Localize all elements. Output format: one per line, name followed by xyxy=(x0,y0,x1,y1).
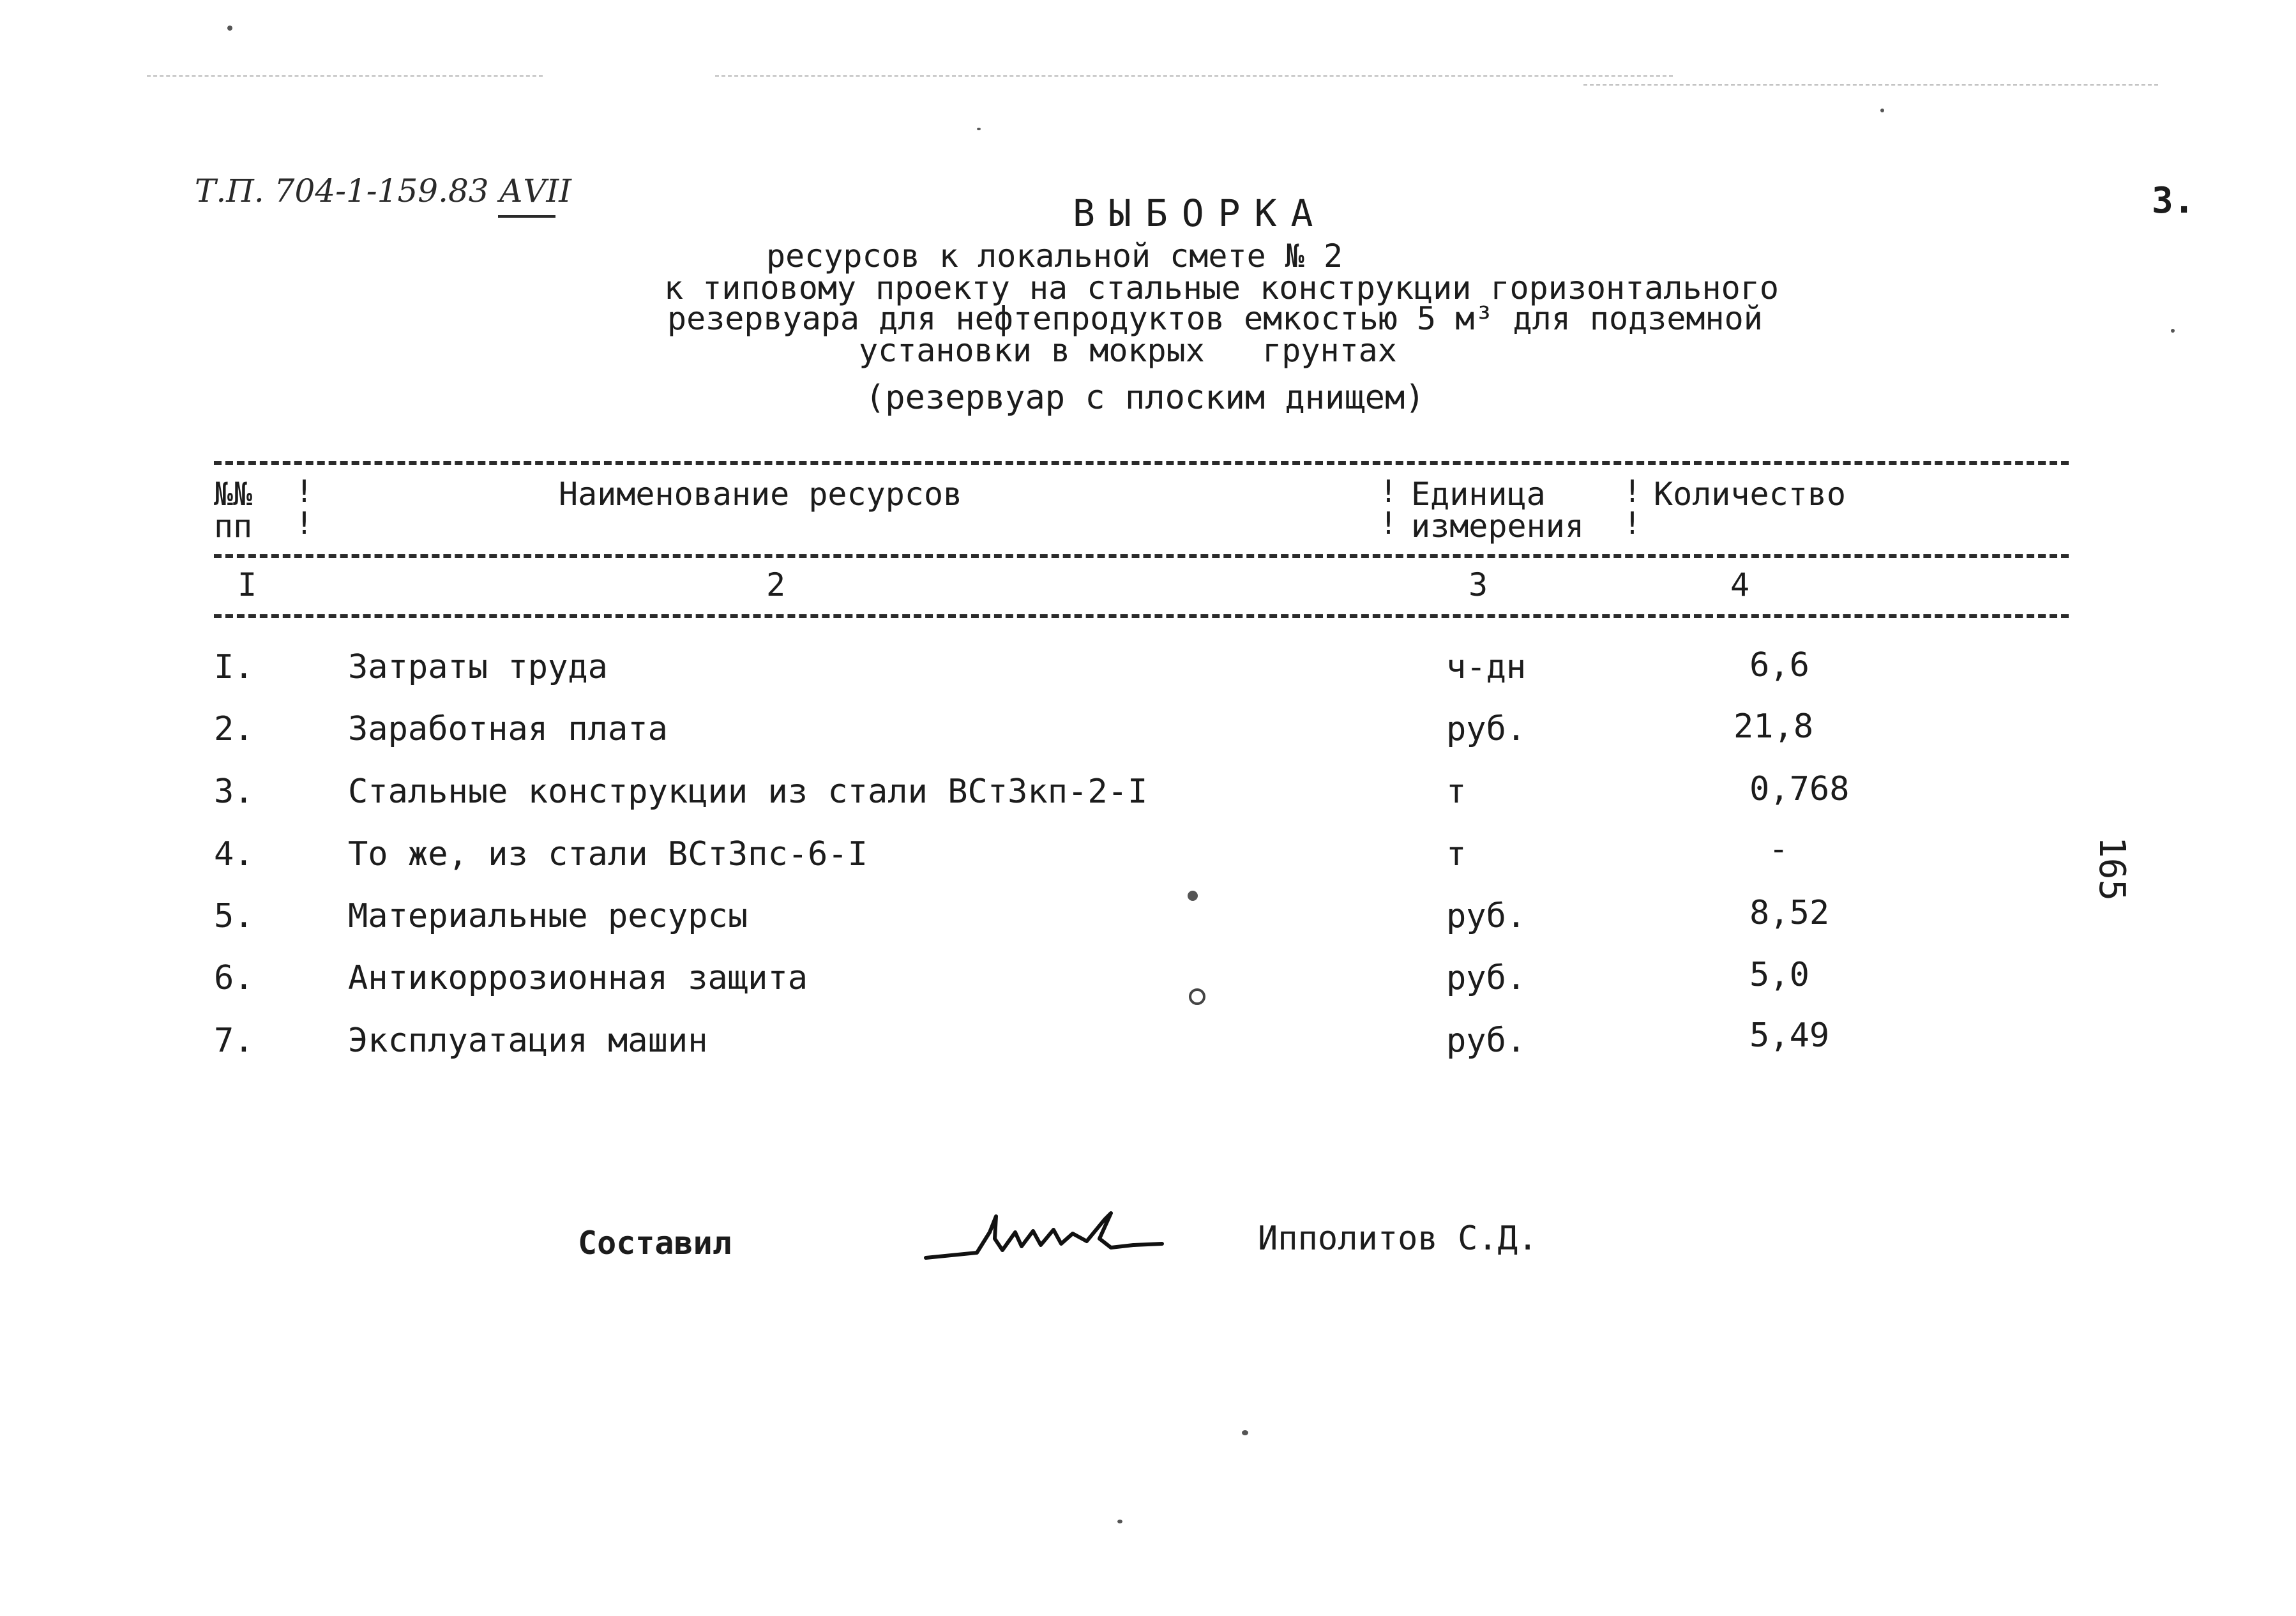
scan-speck xyxy=(1189,988,1205,1005)
scan-speck xyxy=(977,128,981,130)
row-quantity: 5,0 xyxy=(1749,956,1809,994)
header-unit-line-1: Единица xyxy=(1411,476,1546,513)
column-separator: ! xyxy=(1379,506,1398,541)
row-resource-name: Затраты труда xyxy=(348,648,608,686)
row-unit: т xyxy=(1446,835,1467,873)
row-unit: т xyxy=(1446,773,1467,811)
row-number: 2. xyxy=(214,710,254,748)
row-unit: руб. xyxy=(1446,1022,1527,1060)
subtitle-line-2: к типовому проекту на стальные конструкции горизонтального xyxy=(664,269,1779,306)
header-resource-name: Наименование ресурсов xyxy=(559,476,963,513)
header-quantity: Количество xyxy=(1654,476,1847,513)
row-resource-name: Материальные ресурсы xyxy=(348,897,748,935)
column-number-3: 3 xyxy=(1469,566,1488,603)
header-number-line-1: №№ xyxy=(214,476,253,513)
scan-artifact-line xyxy=(715,75,1673,77)
row-unit: руб. xyxy=(1446,959,1527,997)
column-separator: ! xyxy=(1623,506,1642,541)
row-resource-name: Эксплуатация машин xyxy=(348,1022,708,1060)
scan-speck xyxy=(1188,891,1198,901)
column-separator: ! xyxy=(1623,474,1642,510)
scan-artifact-line xyxy=(147,75,543,77)
scan-artifact-line xyxy=(1583,84,2158,86)
subtitle-line-4: установки в мокрых грунтах xyxy=(859,332,1397,369)
row-number: 7. xyxy=(214,1022,254,1060)
document-title: ВЫБОРКА xyxy=(1073,192,1327,235)
side-page-number: 165 xyxy=(2091,836,2133,902)
composed-by-label: Составил xyxy=(578,1225,732,1262)
page-number: 3. xyxy=(2152,180,2195,222)
scan-speck xyxy=(227,26,232,31)
row-number: 5. xyxy=(214,897,254,935)
row-number: 4. xyxy=(214,835,254,873)
header-number-line-2: пп xyxy=(214,508,253,545)
row-number: 6. xyxy=(214,959,254,997)
subtitle-line-3: резервуара для нефтепродуктов емкостью 5 м³ для подземной xyxy=(667,300,1763,337)
document-note: (резервуар с плоским днищем) xyxy=(865,379,1425,417)
row-resource-name: Заработная плата xyxy=(348,710,668,748)
column-separator: ! xyxy=(295,506,313,541)
column-separator: ! xyxy=(295,474,313,510)
document-code: Т.П. 704-1-159.83 АVII xyxy=(195,172,571,209)
header-unit-line-2: измерения xyxy=(1411,508,1584,545)
table-top-rule xyxy=(214,461,2069,465)
row-quantity: - xyxy=(1769,830,1789,868)
column-number-4: 4 xyxy=(1730,566,1750,603)
composer-name: Ипполитов С.Д. xyxy=(1258,1220,1538,1258)
document-code-underline xyxy=(498,215,555,218)
scan-speck xyxy=(1880,109,1884,112)
column-number-2: 2 xyxy=(766,566,786,603)
column-separator: ! xyxy=(1379,474,1398,510)
signature-icon xyxy=(919,1194,1175,1271)
row-resource-name: То же, из стали ВСт3пс-6-I xyxy=(348,835,868,873)
scan-speck xyxy=(1117,1520,1122,1523)
column-number-1: I xyxy=(238,566,257,603)
row-unit: ч-дн xyxy=(1446,648,1527,686)
table-header-rule xyxy=(214,554,2069,558)
scan-speck xyxy=(1242,1430,1248,1435)
row-unit: руб. xyxy=(1446,710,1527,748)
row-quantity: 21,8 xyxy=(1733,707,1814,746)
row-quantity: 8,52 xyxy=(1749,894,1830,932)
row-quantity: 6,6 xyxy=(1749,646,1809,684)
row-quantity: 5,49 xyxy=(1749,1016,1830,1055)
table-body-rule xyxy=(214,614,2069,618)
row-number: I. xyxy=(214,648,254,686)
row-resource-name: Антикоррозионная защита xyxy=(348,959,808,997)
row-quantity: 0,768 xyxy=(1749,770,1850,808)
subtitle-line-1: ресурсов к локальной смете № 2 xyxy=(766,238,1343,275)
row-unit: руб. xyxy=(1446,897,1527,935)
row-number: 3. xyxy=(214,773,254,811)
row-resource-name: Стальные конструкции из стали ВСт3кп-2-I xyxy=(348,773,1148,811)
scan-speck xyxy=(2171,329,2175,333)
